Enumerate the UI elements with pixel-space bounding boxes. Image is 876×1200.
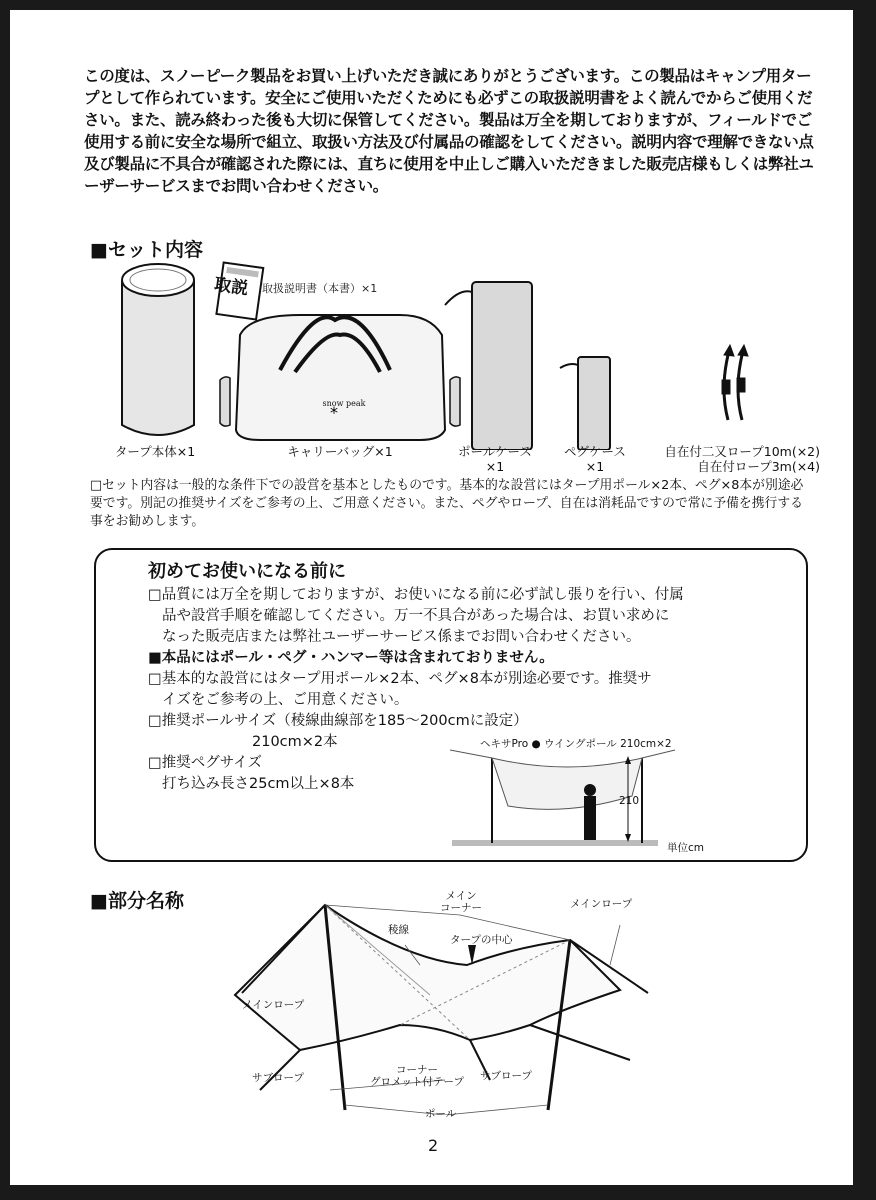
manual-cover-text: 取説 [212,274,250,300]
ropes-illustration [722,345,748,420]
manual-page [10,10,853,1185]
sub-rope-right-label: サブロープ [480,1070,532,1082]
tarp-roll-illustration [122,264,194,435]
pole-size-value: 210cm×2本 [252,734,338,750]
peg-case-caption: ペグケース ×1 [564,444,626,474]
pole-case-caption: ポールケース ×1 [458,444,532,474]
bag-caption: キャリーバッグ×1 [287,444,393,459]
setup-diagram-unit: 単位cm [667,842,705,854]
setup-diagram-title: ヘキサPro ● ウイングポール 210cm×2 [480,738,672,750]
pole-label: ポール [425,1108,457,1120]
set-contents-heading: ■セット内容 [90,239,203,261]
page-number: 2 [428,1136,439,1155]
ridge-label: 稜線 [388,924,409,936]
corner-grommet-label: コーナー グロメット付テープ [370,1064,464,1088]
parts-heading: ■部分名称 [90,890,184,912]
main-rope-left-label: メインロープ [242,999,305,1011]
main-corner-label: メイン コーナー [440,890,482,914]
first-use-title: 初めてお使いになる前に [148,561,346,582]
ropes-caption: 自在付二又ロープ10m(×2) 自在付ロープ3m(×4) [664,444,820,474]
intro-paragraph: この度は、スノーピーク製品をお買い上げいただき誠にありがとうございます。この製品はキャンプ用タープとして作られています。安全にご使用いただくためにも必ずこの取扱説明書をよく読んでからご使用ください。また、読み終わった後も大切に保管してください。製品は万全を期しておりますが、フィールドでご使用する前に安全な場所で組立、取扱い方法及び付属品の確認をしてください。説明内容で理解できない点及び製品に不具合が確認された際には、直ちに使用を中止しご購入いただきました販売店様もしくは弊社ユーザーサービスまでお問い合わせください。 [84,67,814,195]
not-included-note: ■本品にはポール・ペグ・ハンマー等は含まれておりません。 [148,650,554,666]
peg-size-note: □推奨ペグサイズ [148,755,263,771]
carry-bag-illustration [220,315,460,440]
quality-note-3: なった販売店または弊社ユーザーサービス係までお問い合わせください。 [162,629,641,645]
peg-case-illustration [560,357,610,450]
main-rope-right-label: メインロープ [570,898,633,910]
manual-label: 取扱説明書（本書）×1 [262,282,378,295]
pole-size-note: □推奨ポールサイズ（稜線曲線部を185〜200cmに設定） [148,713,528,729]
setup-diagram [450,748,690,858]
quality-note-1: □品質には万全を期しておりますが、お使いになる前に必ず試し張りを行い、付属 [148,587,684,603]
setup-note-2: イズをご参考の上、ご用意ください。 [162,692,409,708]
svg-text:*: * [330,403,338,422]
set-contents-illustration [100,260,820,450]
tarp-caption: タープ本体×1 [114,444,196,459]
tarp-center-label: タープの中心 [450,934,513,946]
set-contents-note: □セット内容は一般的な条件下での設営を基本としたものです。基本的な設営にはタープ用ポール×2本、ペグ×8本が別途必要です。別記の推奨サイズをご参考の上、ご用意ください。また、ペグやロープ、自在は消耗品ですので常に予備を携行する事をお勧めします。 [90,478,804,529]
brand-logo: snow peak [322,399,366,408]
setup-note-1: □基本的な設営にはタープ用ポール×2本、ペグ×8本が別途必要です。推奨サ [148,671,652,687]
peg-size-value: 打ち込み長さ25cm以上×8本 [162,776,355,792]
setup-diagram-height: 210 [619,795,640,807]
sub-rope-left-label: サブロープ [252,1072,304,1084]
quality-note-2: 品や設営手順を確認してください。万一不具合があった場合は、お買い求めに [162,608,670,624]
